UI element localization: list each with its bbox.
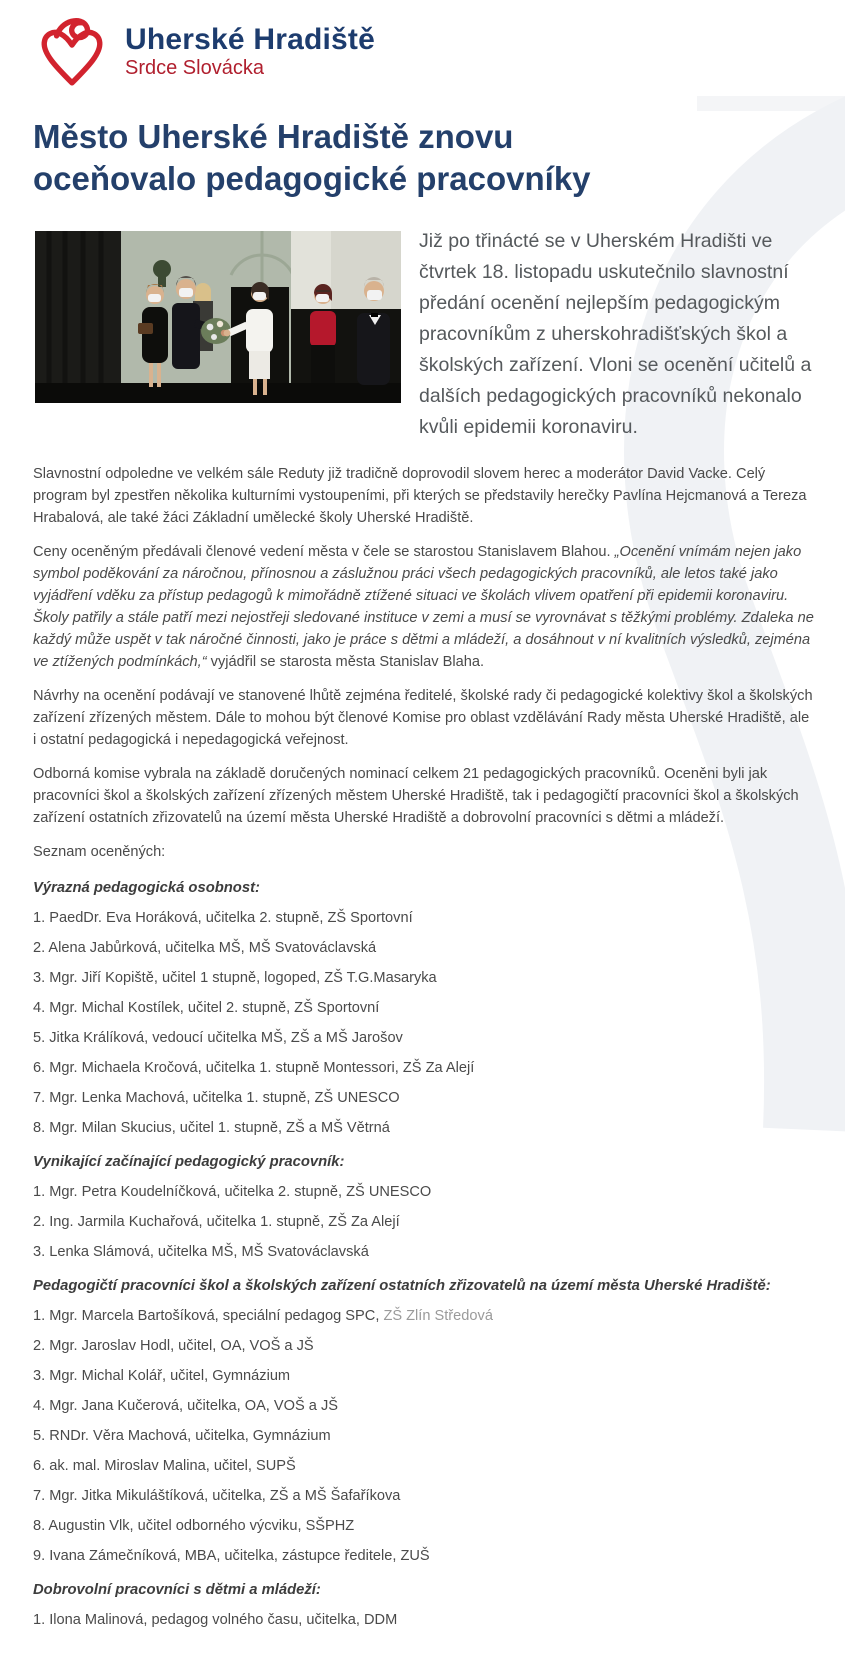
text-run: 6. ak. mal. Miroslav Malina, učitel, SUPŠ xyxy=(33,1458,296,1475)
text-run: 3. Lenka Slámová, učitelka MŠ, MŠ Svatováclavská xyxy=(33,1244,369,1261)
text-run: 2. Ing. Jarmila Kuchařová, učitelka 1. stupně, ZŠ Za Alejí xyxy=(33,1214,400,1231)
text-run: 7. Mgr. Lenka Machová, učitelka 1. stupně, ZŠ UNESCO xyxy=(33,1090,400,1107)
awardee-list-item xyxy=(33,1060,815,1077)
text-run: ZŠ Zlín Středová xyxy=(383,1308,493,1325)
awardee-list-item xyxy=(33,1368,815,1385)
award-list-sections xyxy=(33,880,815,1629)
article xyxy=(33,116,815,1629)
awardee-list-item xyxy=(33,1030,815,1047)
text-run: 2. Alena Jabůrková, učitelka MŠ, MŠ Svatováclavská xyxy=(33,940,377,957)
awardee-list-item xyxy=(33,1548,815,1565)
text-run: 8. Augustin Vlk, učitel odborného výcviku, SŠPHZ xyxy=(33,1518,355,1535)
awardee-list-item xyxy=(33,940,815,957)
awardee-list-item xyxy=(33,1000,815,1017)
awardee-list-item xyxy=(33,1518,815,1535)
award-ceremony-photo xyxy=(35,231,401,403)
text-run: Slavnostní odpoledne ve velkém sále Reduty již tradičně doprovodil slovem herec a moderátor David Vacke. Celý program byl zpestřen několika kulturními vystoupeními, při kterých se představily herečky Pavlína Hejcmanová a Tereza Hrabalová, ale také žáci Základní umělecké školy Uherské Hradiště. xyxy=(33,466,807,527)
article-lead: Již po třinácté se v Uherském Hradišti ve čtvrtek 18. listopadu uskutečnilo slavnostní předání ocenění nejlepším pedagogickým pracovníkům z uherskohradišťských škol a školských zařízení. Vloni se ocenění učitelů a dalších pedagogických pracovníků nekonalo kvůli epidemii koronaviru. xyxy=(419,230,812,439)
site-header xyxy=(33,8,815,96)
text-run: 2. Mgr. Jaroslav Hodl, učitel, OA, VOŠ a JŠ xyxy=(33,1338,314,1355)
text-run: 5. Jitka Králíková, vedoucí učitelka MŠ, ZŠ a MŠ Jarošov xyxy=(33,1030,403,1047)
awardee-list-item xyxy=(33,1398,815,1415)
article-paragraph xyxy=(33,541,815,673)
awardee-list-item xyxy=(33,1090,815,1107)
awardee-list-item xyxy=(33,1458,815,1475)
article-paragraph xyxy=(33,841,815,863)
text-run: Seznam oceněných: xyxy=(33,844,166,861)
lead-block xyxy=(33,226,815,457)
brand-name: Uherské Hradiště xyxy=(125,23,375,57)
text-run: 6. Mgr. Michaela Kročová, učitelka 1. stupně Montessori, ZŠ Za Alejí xyxy=(33,1060,475,1077)
text-run: Odborná komise vybrala na základě doručených nominací celkem 21 pedagogických pracovníků. Oceněni byli jak pracovníci škol a školských zařízení zřízených městem Uherské Hradiště, tak i pedagogičtí pracovníci škol a školských zařízení ostatních zřizovatelů na území města Uherské Hradiště a dobrovolní pracovníci s dětmi a mládeží. xyxy=(33,766,799,827)
brand-text xyxy=(125,24,375,79)
awardee-list-item xyxy=(33,1120,815,1137)
award-category-heading: Pedagogičtí pracovníci škol a školských zařízení ostatních zřizovatelů na území města Uherské Hradiště: xyxy=(33,1278,771,1295)
page-title: Město Uherské Hradiště znovu oceňovalo pedagogické pracovníky xyxy=(33,118,591,198)
text-run: 1. Mgr. Petra Koudelníčková, učitelka 2. stupně, ZŠ UNESCO xyxy=(33,1184,432,1201)
awardee-list-item xyxy=(33,1338,815,1355)
awardee-list-item xyxy=(33,1214,815,1231)
text-run: 9. Ivana Zámečníková, MBA, učitelka, zástupce ředitele, ZUŠ xyxy=(33,1548,430,1565)
article-paragraph xyxy=(33,763,815,829)
text-run: Ceny oceněným předávali členové vedení města v čele se starostou Stanislavem Blahou. xyxy=(33,544,615,561)
text-run: 4. Mgr. Michal Kostílek, učitel 2. stupně, ZŠ Sportovní xyxy=(33,1000,380,1017)
awardee-list-item xyxy=(33,1184,815,1201)
article-body xyxy=(33,463,815,863)
awardee-list-item xyxy=(33,1428,815,1445)
awardee-list-item xyxy=(33,970,815,987)
text-run: 3. Mgr. Jiří Kopiště, učitel 1 stupně, logoped, ZŠ T.G.Masaryka xyxy=(33,970,437,987)
swirl-heart-icon xyxy=(33,15,111,89)
awardee-list-item xyxy=(33,1308,815,1325)
text-run: 1. Ilona Malinová, pedagog volného času, učitelka, DDM xyxy=(33,1612,398,1629)
text-run: 7. Mgr. Jitka Mikuláštíková, učitelka, ZŠ a MŠ Šafaříkova xyxy=(33,1488,401,1505)
text-run: 1. PaedDr. Eva Horáková, učitelka 2. stupně, ZŠ Sportovní xyxy=(33,910,413,927)
awardee-list-item xyxy=(33,1488,815,1505)
awardee-list-item xyxy=(33,910,815,927)
award-category-heading: Výrazná pedagogická osobnost: xyxy=(33,880,260,897)
text-run: 8. Mgr. Milan Skucius, učitel 1. stupně, ZŠ a MŠ Větrná xyxy=(33,1120,390,1137)
article-paragraph xyxy=(33,463,815,529)
text-run: 1. Mgr. Marcela Bartošíková, speciální pedagog SPC, xyxy=(33,1308,384,1325)
awardee-list-item xyxy=(33,1612,815,1629)
text-run: 4. Mgr. Jana Kučerová, učitelka, OA, VOŠ a JŠ xyxy=(33,1398,338,1415)
brand-tagline: Srdce Slovácka xyxy=(125,56,264,79)
award-category-heading: Dobrovolní pracovníci s dětmi a mládeží: xyxy=(33,1582,321,1599)
awardee-list-item xyxy=(33,1244,815,1261)
text-run: Návrhy na ocenění podávají ve stanovené lhůtě zejména ředitelé, školské rady či pedagogické kolektivy škol a školských zařízení zřízených městem. Dále to mohou být členové Komise pro oblast vzdělávání Rady města Uherské Hradiště, ale i ostatní pedagogická i nepedagogická veřejnost. xyxy=(33,688,813,749)
site-logo[interactable] xyxy=(33,15,375,89)
article-paragraph xyxy=(33,685,815,751)
text-run: 5. RNDr. Věra Machová, učitelka, Gymnázium xyxy=(33,1428,331,1445)
text-run: „Ocenění vnímám nejen jako symbol poděkování za náročnou, přínosnou a záslužnou práci všech pedagogických pracovníků, ale letos také jako vyjádření vděku za přístup pedagogů k mimořádně ztížené situaci ve školách vlivem opatření při epidemii koronaviru. Školy patřily a stále patří mezi nejostřeji sledované instituce v zemi a musí se vyrovnávat s těžkými problémy. Zdaleka ne každý může uspět v tak náročné činnosti, jako je práce s dětmi a mládeží, a dosáhnout v ní kvalitních výsledků, zejména ve ztížených podmínkách,“ xyxy=(33,544,814,671)
award-category-heading: Vynikající začínající pedagogický pracovník: xyxy=(33,1154,345,1171)
text-run: 3. Mgr. Michal Kolář, učitel, Gymnázium xyxy=(33,1368,291,1385)
text-run: vyjádřil se starosta města Stanislav Blaha. xyxy=(206,654,484,671)
